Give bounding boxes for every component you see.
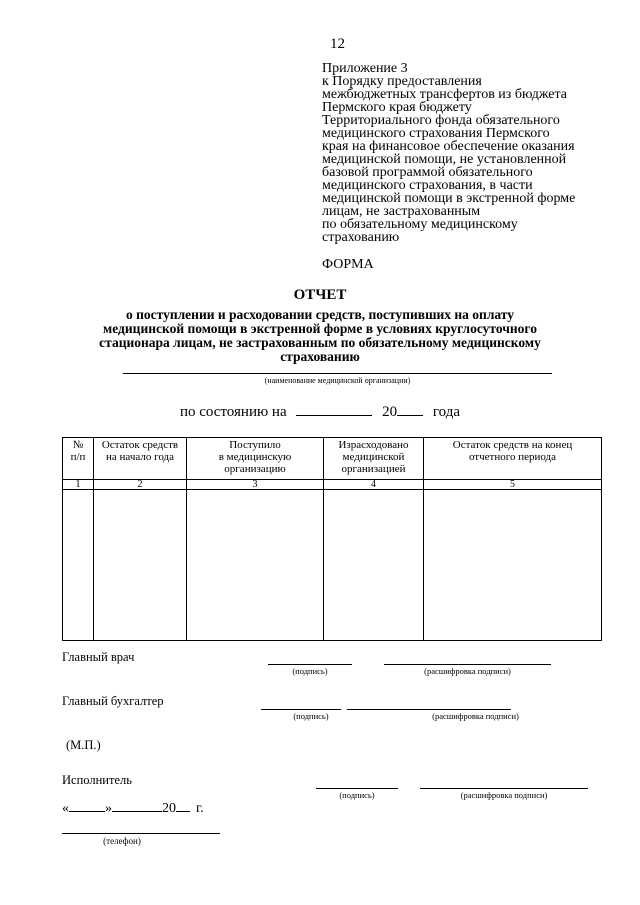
executor-decoding-field[interactable] (420, 788, 588, 789)
close-quote: » (105, 801, 112, 816)
appendix-line: Пермского края бюджету (322, 100, 472, 115)
stamp-label: (М.П.) (66, 738, 101, 752)
as-of-year-field[interactable] (397, 403, 423, 416)
table-header-row (63, 438, 602, 480)
column-number: 5 (424, 480, 602, 490)
table-cell[interactable] (94, 490, 187, 641)
chief-doctor-signature-field[interactable] (268, 664, 352, 665)
executor-signature-field[interactable] (316, 788, 398, 789)
chief-accountant-decoding-field[interactable] (347, 709, 511, 710)
as-of-line (0, 403, 640, 421)
appendix-line: лицам, не застрахованным (322, 204, 481, 219)
table-cell[interactable] (187, 490, 324, 641)
subtitle-line: медицинской помощи в экстренной форме в условиях круглосуточного (103, 321, 537, 336)
column-number: 3 (187, 480, 324, 490)
phone-caption: (телефон) (103, 836, 141, 846)
date-year-suffix: г. (196, 801, 204, 816)
table-cell[interactable] (424, 490, 602, 641)
column-number: 1 (63, 480, 94, 490)
chief-doctor-decoding-field[interactable] (384, 664, 551, 665)
as-of-year-prefix: 20 (382, 404, 398, 420)
appendix-line: межбюджетных трансфертов из бюджета (322, 87, 568, 102)
executor-label: Исполнитель (62, 773, 132, 787)
header-received: Поступило в медицинскую организацию (187, 438, 324, 480)
subtitle-line: стационара лицам, не застрахованным по обязательному медицинскому (99, 335, 541, 350)
signature-caption: (подпись) (339, 790, 375, 800)
appendix-line: медицинской помощи в экстренной форме (322, 191, 576, 206)
column-number: 2 (94, 480, 187, 490)
appendix-line: базовой программой обязательного (322, 165, 533, 180)
column-number: 4 (324, 480, 424, 490)
date-year-prefix: 20 (162, 801, 176, 816)
chief-accountant-signature-field[interactable] (261, 709, 341, 710)
as-of-prefix: по состоянию на (179, 404, 287, 420)
as-of-suffix: года (432, 404, 461, 420)
decoding-caption: (расшифровка подписи) (460, 790, 548, 800)
decoding-caption: (расшифровка подписи) (432, 711, 519, 721)
appendix-line: страхованию (322, 230, 400, 245)
appendix-line: Приложение 3 (322, 61, 408, 76)
subtitle-line: о поступлении и расходовании средств, поступивших на оплату (125, 307, 514, 322)
appendix-line: медицинской помощи, не установленной (322, 152, 567, 167)
signature-caption: (подпись) (293, 711, 329, 721)
page-number: 12 (330, 36, 345, 52)
table-cell[interactable] (63, 490, 94, 641)
report-subtitle (60, 308, 580, 364)
appendix-line: к Порядку предоставления (322, 74, 482, 89)
phone-field[interactable] (62, 833, 220, 834)
appendix-line: медицинского страхования, в части (322, 178, 533, 193)
date-line (62, 799, 204, 817)
chief-doctor-label: Главный врач (62, 650, 135, 664)
org-name-caption: (наименование медицинской организации) (264, 376, 411, 385)
report-title: ОТЧЕТ (293, 287, 347, 303)
appendix-line: по обязательному медицинскому (322, 217, 518, 232)
signature-caption: (подпись) (292, 666, 328, 676)
month-field[interactable] (112, 799, 162, 812)
chief-accountant-label: Главный бухгалтер (62, 694, 164, 708)
table-number-row (63, 480, 602, 490)
header-spent: Израсходовано медицинской организацией (324, 438, 424, 480)
report-table (62, 437, 602, 641)
header-number: № п/п (63, 438, 94, 480)
header-closing-balance: Остаток средств на конец отчетного периода (424, 438, 602, 480)
table-cell[interactable] (324, 490, 424, 641)
decoding-caption: (расшифровка подписи) (424, 666, 511, 676)
appendix-block (322, 62, 622, 244)
org-name-field[interactable] (123, 373, 552, 374)
table-row (63, 490, 602, 641)
form-label: ФОРМА (322, 257, 374, 272)
appendix-line: Территориального фонда обязательного (322, 113, 560, 128)
appendix-line: края на финансовое обеспечение оказания (322, 139, 575, 154)
subtitle-line: страхованию (280, 349, 360, 364)
appendix-line: медицинского страхования Пермского (322, 126, 550, 141)
header-opening-balance: Остаток средств на начало года (94, 438, 187, 480)
date-year-field[interactable] (176, 799, 190, 812)
open-quote: « (62, 801, 69, 816)
day-field[interactable] (69, 799, 105, 812)
as-of-date-field[interactable] (296, 403, 372, 416)
